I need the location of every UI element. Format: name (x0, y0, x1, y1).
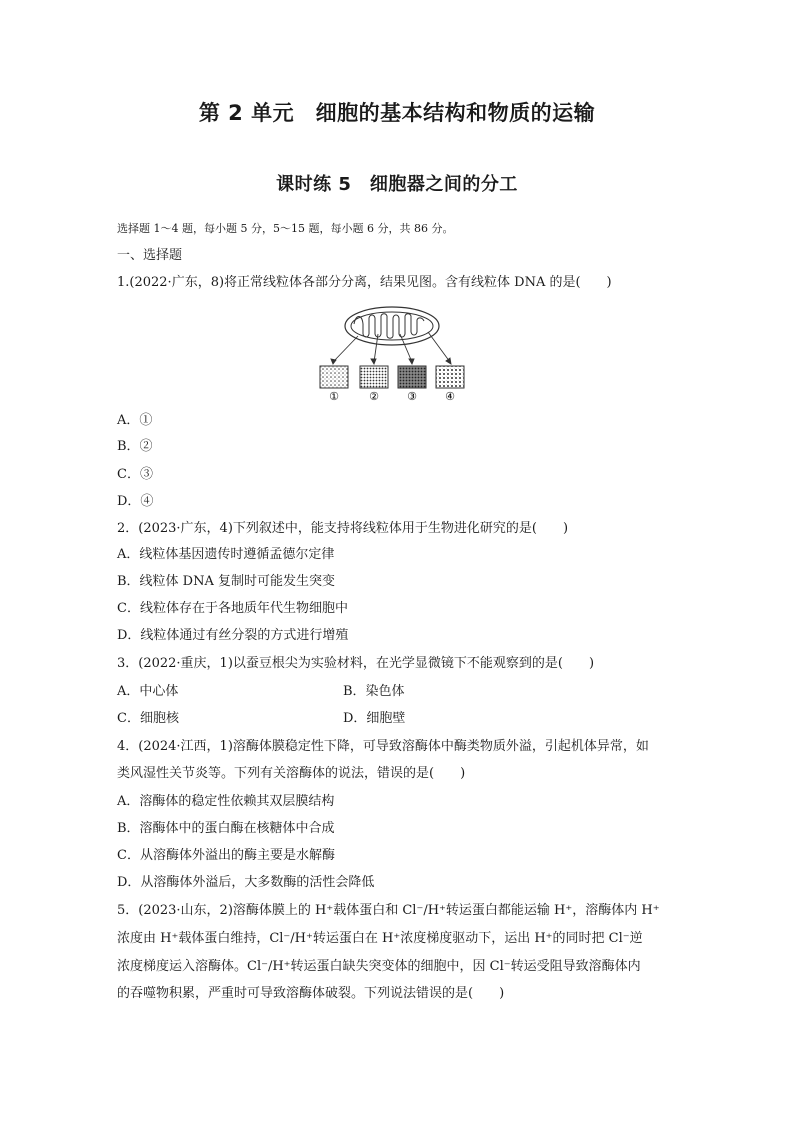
q4-option-c: C．从溶酶体外溢出的酶主要是水解酶 (117, 848, 335, 863)
tube-label-1: ① (329, 390, 339, 402)
q2-option-c: C．线粒体存在于各地质年代生物细胞中 (117, 601, 348, 616)
question-5-stem-line-3: 浓度梯度运入溶酶体。Cl⁻/H⁺转运蛋白缺失突变体的细胞中，因 Cl⁻转运受阻导致溶酶体内 (117, 959, 641, 974)
question-1-stem: 1.(2022·广东，8)将正常线粒体各部分分离，结果见图。含有线粒体 DNA 的是( ) (117, 275, 612, 290)
tube-label-2: ② (369, 390, 379, 402)
question-4-stem-line-2: 类风湿性关节炎等。下列有关溶酶体的说法，错误的是( ) (117, 766, 466, 781)
test-tube-3 (398, 366, 426, 388)
tube-label-4: ④ (445, 390, 455, 402)
instructions: 选择题 1～4 题，每小题 5 分，5～15 题，每小题 6 分，共 86 分。 (117, 222, 454, 235)
lesson-title: 课时练 5 细胞器之间的分工 (276, 174, 518, 195)
q1-option-d: D．④ (117, 494, 154, 509)
q3-option-c: C．细胞核 (117, 711, 179, 726)
q3-option-b: B．染色体 (343, 684, 405, 699)
question-3-stem: 3．(2022·重庆，1)以蚕豆根尖为实验材料，在光学显微镜下不能观察到的是( ) (117, 656, 595, 671)
mitochondrion-diagram (345, 307, 439, 345)
mitochondria-fractionation-figure (318, 304, 468, 402)
test-tube-2 (360, 366, 388, 388)
q1-option-c: C．③ (117, 467, 153, 482)
question-4-stem-line-1: 4．(2024·江西，1)溶酶体膜稳定性下降，可导致溶酶体中酶类物质外溢，引起机体异常，如 (117, 739, 649, 754)
q1-option-a: A．① (117, 413, 153, 428)
q4-option-b: B．溶酶体中的蛋白酶在核糖体中合成 (117, 821, 335, 836)
q2-option-a: A．线粒体基因遗传时遵循孟德尔定律 (117, 547, 335, 562)
test-tube-4 (436, 366, 464, 388)
tube-label-3: ③ (407, 390, 417, 402)
q3-option-d: D．细胞壁 (343, 711, 406, 726)
q1-option-b: B．② (117, 439, 153, 454)
q2-option-b: B．线粒体 DNA 复制时可能发生突变 (117, 574, 336, 589)
q3-option-a: A．中心体 (117, 684, 179, 699)
test-tube-1 (320, 366, 348, 388)
q4-option-a: A．溶酶体的稳定性依赖其双层膜结构 (117, 794, 335, 809)
q2-option-d: D．线粒体通过有丝分裂的方式进行增殖 (117, 628, 349, 643)
question-5-stem-line-1: 5．(2023·山东，2)溶酶体膜上的 H⁺载体蛋白和 Cl⁻/H⁺转运蛋白都能运输 H⁺，溶酶体内 H⁺ (117, 903, 660, 918)
unit-title: 第 2 单元 细胞的基本结构和物质的运输 (198, 101, 596, 125)
question-5-stem-line-2: 浓度由 H⁺载体蛋白维持，Cl⁻/H⁺转运蛋白在 H⁺浓度梯度驱动下，运出 H⁺的同时把 Cl⁻逆 (117, 931, 643, 946)
q4-option-d: D．从溶酶体外溢后，大多数酶的活性会降低 (117, 875, 375, 890)
question-5-stem-line-4: 的吞噬物积累，严重时可导致溶酶体破裂。下列说法错误的是( ) (117, 986, 505, 1001)
question-2-stem: 2．(2023·广东，4)下列叙述中，能支持将线粒体用于生物进化研究的是( ) (117, 521, 569, 536)
section-heading: 一、选择题 (117, 248, 183, 263)
